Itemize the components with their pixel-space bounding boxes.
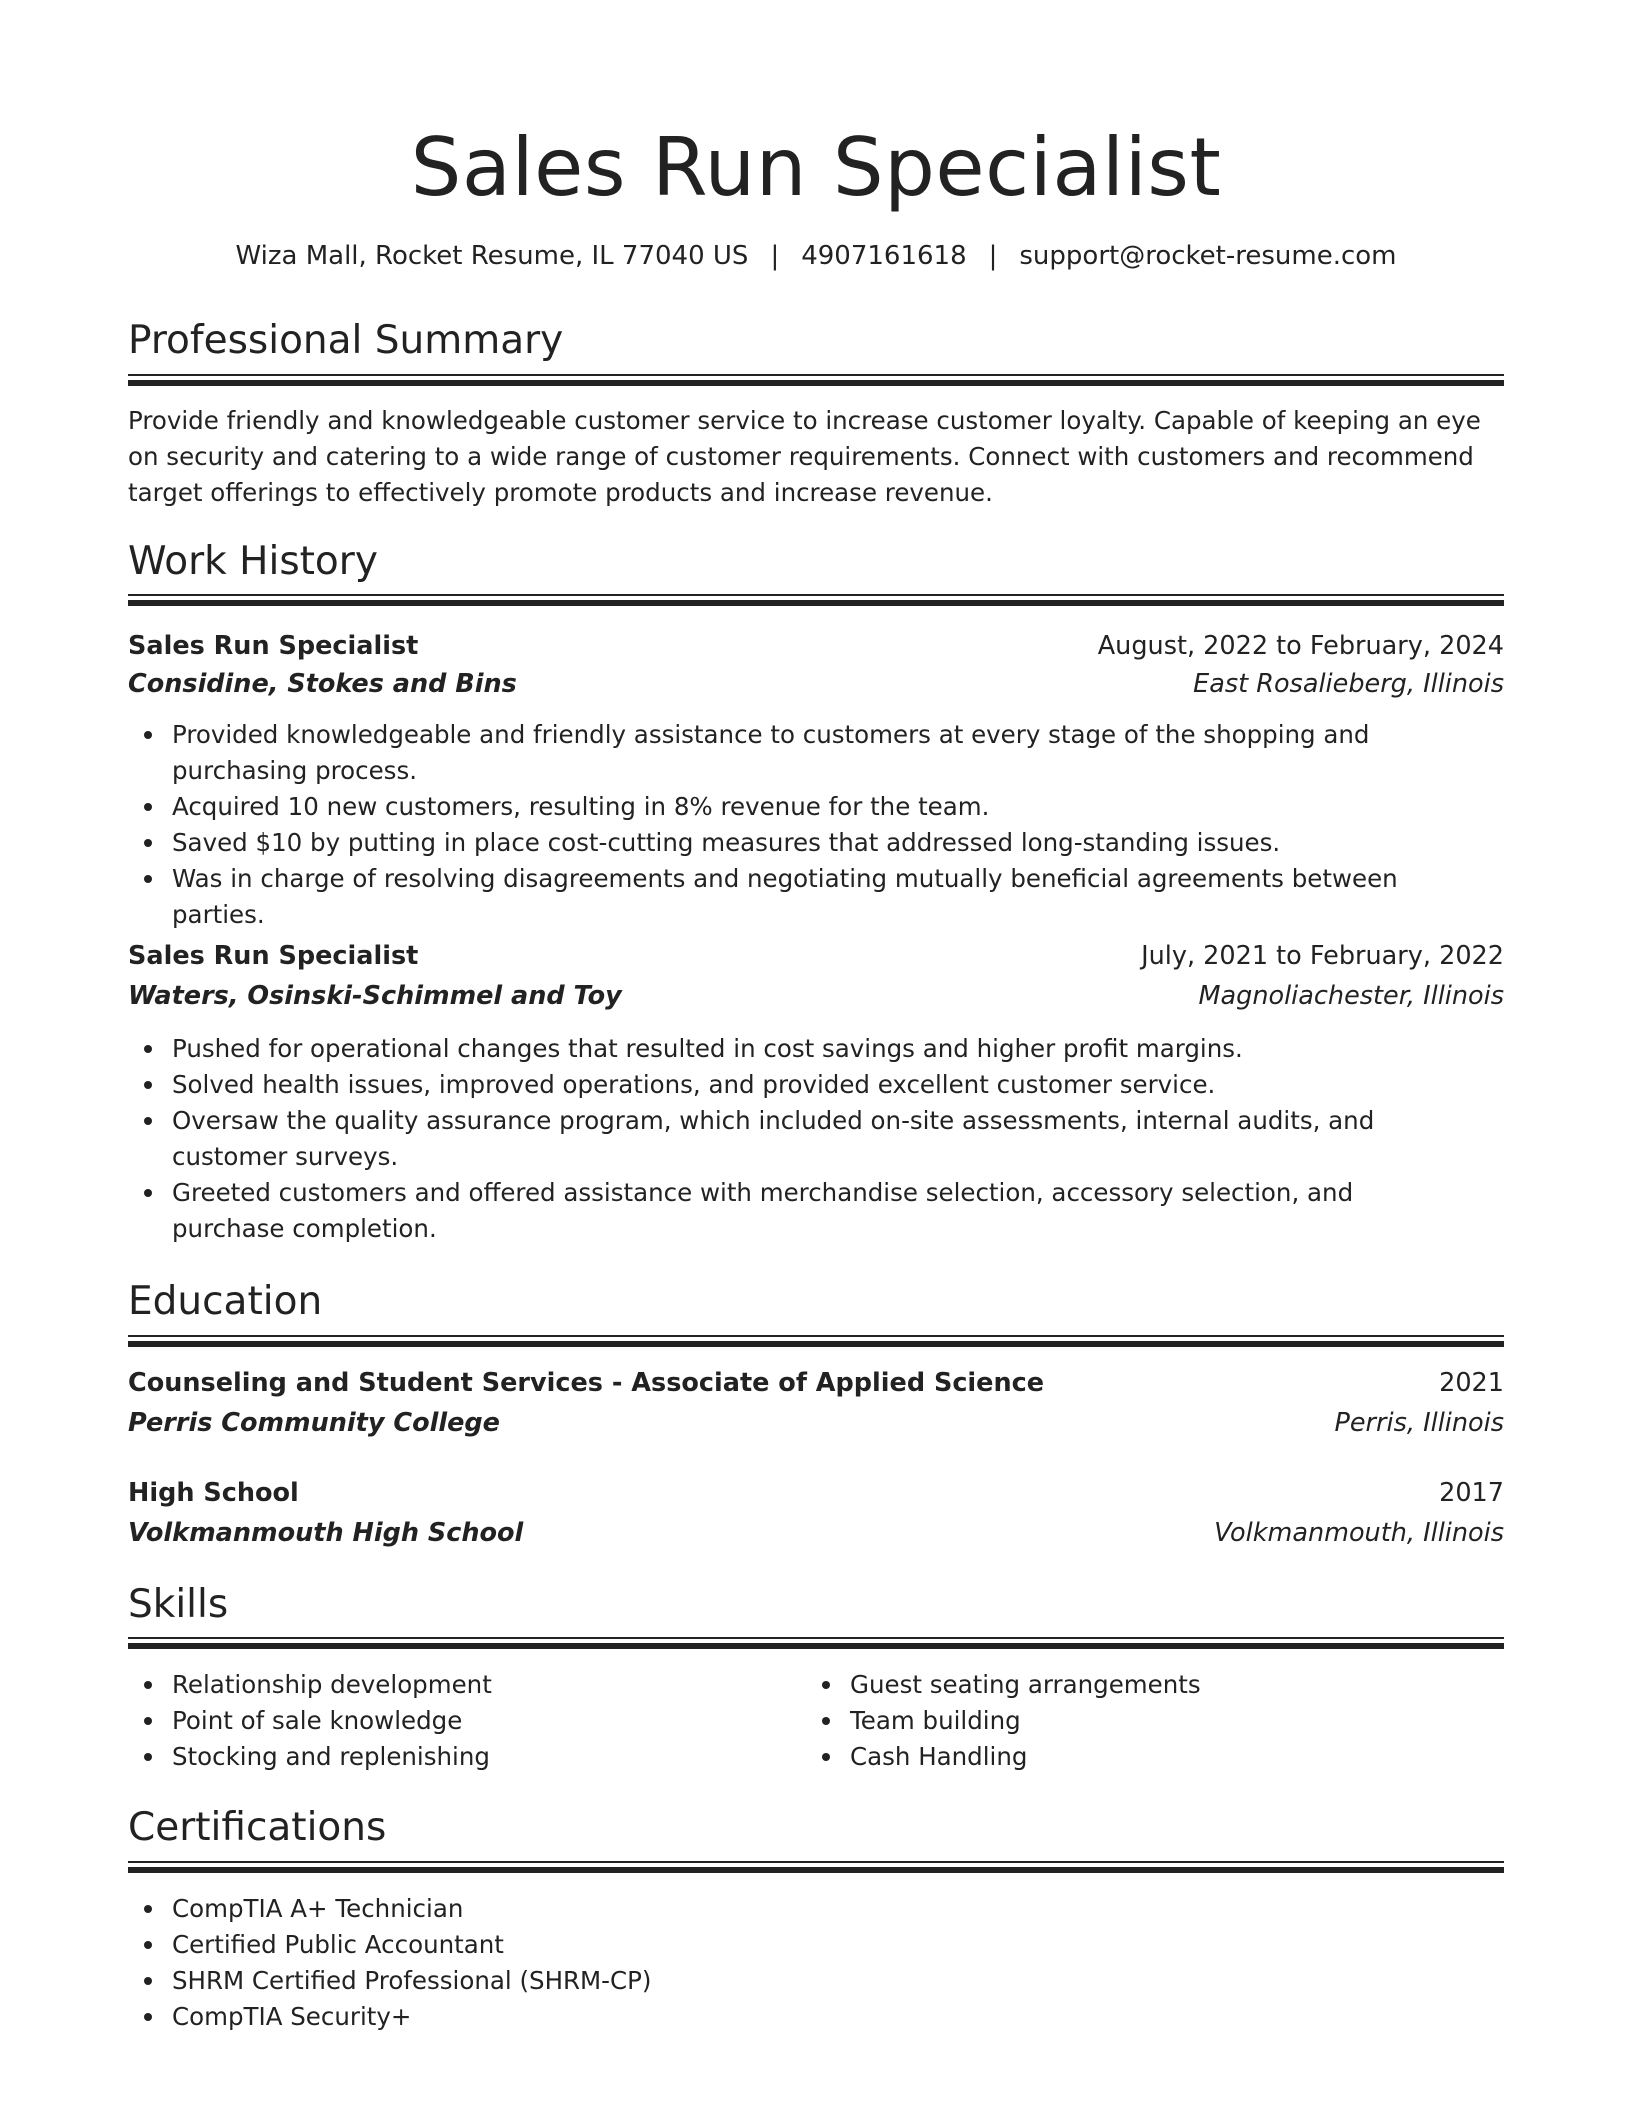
section-divider [128,374,1504,386]
contact-separator: | [988,241,998,271]
resume-name: Sales Run Specialist [410,121,1222,214]
job-role: Sales Run Specialist [128,631,419,661]
section-divider [128,1637,1504,1649]
list-item: Certified Public Accountant [172,1927,1462,1963]
list-item: SHRM Certified Professional (SHRM-CP) [172,1963,1462,1999]
summary-heading: Professional Summary [128,318,564,363]
list-item: Was in charge of resolving disagreements and negotiating mutually beneficial agreements between parties. [172,861,1462,933]
education-school-row [128,1514,1504,1552]
list-item: Point of sale knowledge [172,1703,772,1739]
certifications-heading: Certifications [128,1805,387,1850]
education-year: 2017 [1439,1478,1504,1508]
job-company: Waters, Osinski-Schimmel and Toy [128,981,622,1011]
list-item: CompTIA A+ Technician [172,1891,1462,1927]
list-item: Guest seating arrangements [850,1667,1450,1703]
list-item: Solved health issues, improved operations, and provided excellent customer service. [172,1067,1462,1103]
list-item: Stocking and replenishing [172,1739,772,1775]
contact-line [128,238,1504,274]
job-title-row [128,627,1504,665]
work-history-heading: Work History [128,539,378,584]
list-item: Pushed for operational changes that resulted in cost savings and higher profit margins. [172,1031,1462,1067]
skills-list-right [850,1667,1450,1775]
section-divider [128,1861,1504,1873]
contact-phone: 4907161618 [801,241,967,271]
education-location: Perris, Illinois [1334,1408,1504,1438]
list-item: Saved $10 by putting in place cost-cutting measures that addressed long-standing issues. [172,825,1462,861]
job-title-row [128,937,1504,975]
education-school: Perris Community College [128,1408,500,1438]
summary-text: Provide friendly and knowledgeable customer service to increase customer loyalty. Capable of keeping an eye on security and catering to a wide range of customer requirements. Connect with customers and recommend target offerings to effectively promote products and increase revenue. [128,406,1481,507]
education-degree: Counseling and Student Services - Associate of Applied Science [128,1368,1045,1398]
job-role: Sales Run Specialist [128,941,419,971]
job-company-row [128,977,1504,1015]
job-bullets [172,717,1462,933]
list-item: CompTIA Security+ [172,1999,1462,2035]
job-dates: July, 2021 to February, 2022 [1141,941,1504,971]
education-location: Volkmanmouth, Illinois [1214,1518,1504,1548]
education-degree-row [128,1364,1504,1402]
section-divider [128,1335,1504,1347]
list-item: Team building [850,1703,1450,1739]
job-company-row [128,665,1504,703]
education-heading: Education [128,1279,323,1324]
education-school-row [128,1404,1504,1442]
list-item: Cash Handling [850,1739,1450,1775]
list-item: Provided knowledgeable and friendly assistance to customers at every stage of the shopping and purchasing process. [172,717,1462,789]
job-company: Considine, Stokes and Bins [128,669,517,699]
certifications-list [172,1891,1462,2035]
contact-address: Wiza Mall, Rocket Resume, IL 77040 US [235,241,749,271]
list-item: Relationship development [172,1667,772,1703]
section-divider [128,594,1504,606]
contact-email: support@rocket-resume.com [1019,241,1397,271]
list-item: Oversaw the quality assurance program, which included on-site assessments, internal audits, and customer surveys. [172,1103,1462,1175]
job-location: Magnoliachester, Illinois [1198,981,1504,1011]
list-item: Acquired 10 new customers, resulting in 8% revenue for the team. [172,789,1462,825]
skills-list-left [172,1667,772,1775]
job-location: East Rosalieberg, Illinois [1193,669,1504,699]
education-year: 2021 [1439,1368,1504,1398]
job-dates: August, 2022 to February, 2024 [1097,631,1504,661]
job-bullets [172,1031,1462,1247]
skills-heading: Skills [128,1582,229,1627]
contact-separator: | [770,241,780,271]
list-item: Greeted customers and offered assistance with merchandise selection, accessory selection, and purchase completion. [172,1175,1462,1247]
education-school: Volkmanmouth High School [128,1518,524,1548]
education-degree: High School [128,1478,299,1508]
education-degree-row [128,1474,1504,1512]
